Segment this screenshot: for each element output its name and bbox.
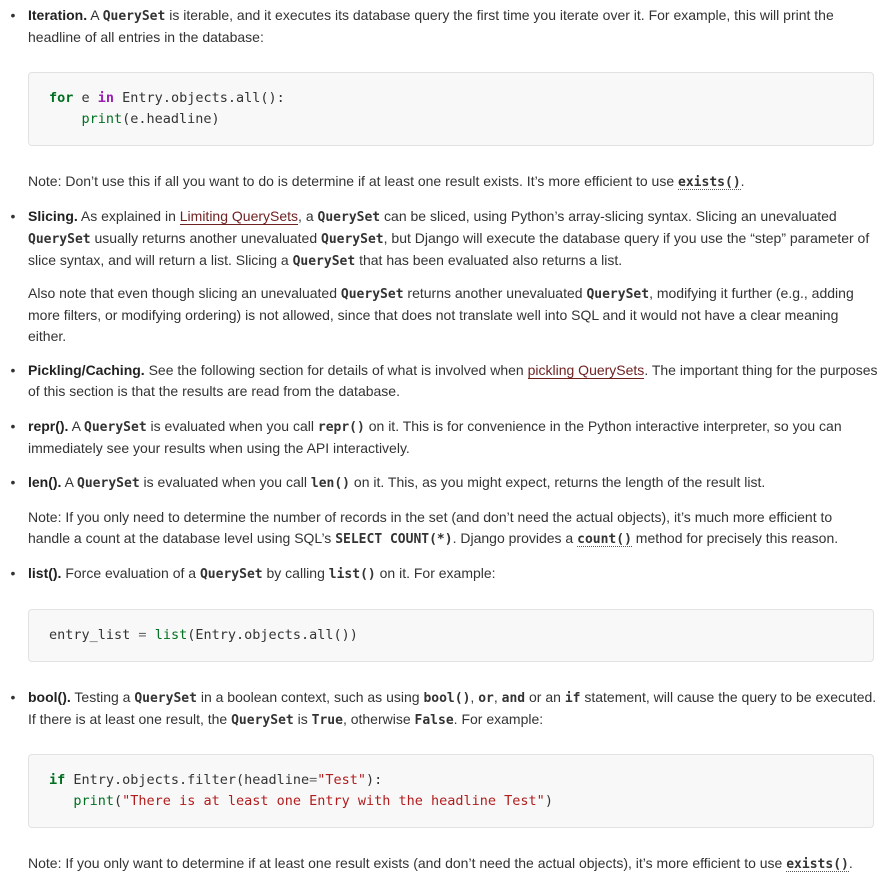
code-block-list: [28, 609, 874, 662]
text: Note: If you only want to determine if at least one result exists (and don’t need the actual objects), it’s more efficient to use: [28, 855, 787, 871]
code-queryset: QuerySet: [84, 420, 147, 435]
term-list: list().: [28, 565, 62, 581]
text: usually returns another unevaluated: [90, 230, 321, 246]
code-block-iteration: [28, 72, 874, 146]
term-len: len().: [28, 474, 62, 490]
text: is evaluated when you call: [139, 474, 311, 490]
text: See the following section for details of what is involved when: [144, 362, 528, 378]
text: that has been evaluated also returns a list.: [355, 252, 623, 268]
text: .: [848, 855, 853, 871]
code-queryset: QuerySet: [321, 232, 384, 247]
code-token: e: [73, 90, 98, 106]
code-or: or: [478, 691, 494, 706]
text: , modifying it further (e.g., adding more filters, or modifying ordering) is not allowed, since that does not translate well into SQL and it would not have a clear meaning either.: [28, 285, 854, 344]
text: returns another unevaluated: [403, 285, 587, 301]
bullet: •: [10, 565, 16, 581]
text: A: [61, 474, 78, 490]
code-block-bool: [28, 754, 874, 828]
code-true: True: [311, 713, 343, 728]
text: statement, will cause the query to be executed. If there is at least one result, the: [28, 689, 877, 727]
note-bool: [28, 853, 878, 875]
code-and: and: [501, 691, 526, 706]
code-queryset: QuerySet: [28, 232, 91, 247]
bullet: •: [10, 689, 16, 705]
code-token: (e.headline): [122, 111, 220, 127]
text: is: [293, 711, 312, 727]
code-token: print: [73, 793, 115, 809]
code-token: Entry.objects.filter(headline: [65, 772, 310, 788]
text: .: [740, 173, 745, 189]
text: Note: If you only need to determine the number of records in the set (and don’t need the actual objects), it’s much more efficient to handle a count at the database level using SQL’s: [28, 509, 833, 546]
term-repr: repr().: [28, 418, 69, 434]
code-select-count: SELECT COUNT(*): [335, 532, 453, 547]
bullet: •: [10, 7, 16, 23]
code-queryset: QuerySet: [102, 9, 166, 24]
list-item-list: [10, 563, 878, 585]
code-line: [49, 88, 853, 109]
code-queryset: QuerySet: [317, 210, 381, 225]
exists-link[interactable]: [786, 855, 849, 872]
list-item-iteration: [10, 5, 878, 48]
bullet: •: [10, 418, 16, 434]
code-token: in: [97, 90, 115, 106]
bullet: •: [10, 208, 16, 224]
code-bool: bool(): [423, 691, 471, 706]
list-item-slicing: [10, 206, 878, 272]
term-slicing: Slicing.: [28, 208, 78, 224]
code-exists: exists(): [786, 857, 849, 872]
code-exists: exists(): [678, 175, 741, 190]
pickling-querysets-link[interactable]: pickling QuerySets: [527, 362, 645, 378]
code-queryset: QuerySet: [340, 287, 404, 302]
text: A: [87, 7, 103, 23]
note-slicing: [28, 283, 878, 347]
code-token: (Entry.objects.all()): [187, 627, 358, 643]
term-iteration: Iteration.: [28, 7, 88, 23]
text: in a boolean context, such as using: [196, 689, 424, 705]
text: Force evaluation of a: [61, 565, 200, 581]
code-token: entry_list: [49, 627, 139, 643]
list-item-bool: [10, 687, 878, 731]
code-token: (: [114, 793, 123, 809]
limiting-querysets-link[interactable]: Limiting QuerySets: [179, 208, 299, 224]
bullet: •: [10, 362, 16, 378]
code-repr: repr(): [317, 420, 365, 435]
code-token: ):: [366, 772, 383, 788]
code-queryset: QuerySet: [292, 254, 356, 269]
code-token: =: [309, 772, 318, 788]
text: As explained in: [77, 208, 180, 224]
code-list: list(): [328, 567, 376, 582]
code-token: "Test": [317, 772, 367, 788]
code-token: =: [138, 627, 147, 643]
code-false: False: [414, 713, 454, 728]
text: , a: [298, 208, 318, 224]
code-queryset: QuerySet: [199, 567, 263, 582]
text: . Django provides a: [452, 530, 578, 546]
list-item-repr: [10, 416, 878, 459]
code-token: print: [81, 111, 123, 127]
code-token: Entry.objects.all():: [114, 90, 285, 106]
code-queryset: QuerySet: [77, 476, 140, 491]
text: is evaluated when you call: [146, 418, 318, 434]
count-link[interactable]: [577, 530, 632, 547]
code-token: for: [49, 90, 74, 106]
text: Note: Don’t use this if all you want to do is determine if at least one result exists. It’s more efficient to use: [28, 173, 679, 189]
text: on it. This, as you might expect, returns the length of the result list.: [350, 474, 766, 490]
text: , otherwise: [342, 711, 415, 727]
code-queryset: QuerySet: [231, 713, 294, 728]
code-token: [147, 627, 155, 643]
text: Testing a: [70, 689, 135, 705]
code-queryset: QuerySet: [134, 691, 197, 706]
text: ,: [493, 689, 502, 705]
text: method for precisely this reason.: [631, 530, 839, 546]
bullet: •: [10, 474, 16, 490]
code-count: count(): [577, 532, 632, 547]
text: can be sliced, using Python’s array-slicing syntax. Slicing an unevaluated: [380, 208, 837, 224]
text: ,: [470, 689, 479, 705]
code-line: [49, 109, 853, 130]
text: . For example:: [453, 711, 544, 727]
code-line: [49, 791, 853, 812]
text: A: [68, 418, 85, 434]
list-item-pickling: [10, 360, 878, 402]
term-pickling: Pickling/Caching.: [28, 362, 145, 378]
code-token: if: [49, 772, 66, 788]
code-queryset: QuerySet: [586, 287, 650, 302]
list-item-len: [10, 472, 878, 494]
code-token: [49, 111, 82, 127]
text: . The important thing for the purposes of this section is that the results are read from the database.: [28, 362, 878, 399]
code-len: len(): [310, 476, 351, 491]
note-iteration: [28, 171, 878, 193]
exists-link[interactable]: [678, 173, 741, 190]
text: , but Django will execute the database query if you use the “step” parameter of slice syntax, and will return a list. Slicing a: [28, 230, 870, 268]
note-len: [28, 507, 878, 550]
term-bool: bool().: [28, 689, 71, 705]
text: on it. This is for convenience in the Python interactive interpreter, so you can immediately see your results when using the API interactively.: [28, 418, 842, 456]
text: Also note that even though slicing an unevaluated: [28, 285, 341, 301]
code-line: [49, 625, 853, 646]
code-token: [49, 793, 73, 809]
text: or an: [525, 689, 565, 705]
code-token: list: [154, 627, 188, 643]
text: by calling: [262, 565, 329, 581]
code-line: [49, 770, 853, 791]
text: on it. For example:: [375, 565, 496, 581]
code-token: "There is at least one Entry with the headline Test": [122, 793, 545, 809]
code-token: ): [544, 793, 553, 809]
text: is iterable, and it executes its database query the first time you iterate over it. For example, this will print the headline of all entries in the database:: [28, 7, 834, 45]
code-if: if: [564, 691, 581, 706]
